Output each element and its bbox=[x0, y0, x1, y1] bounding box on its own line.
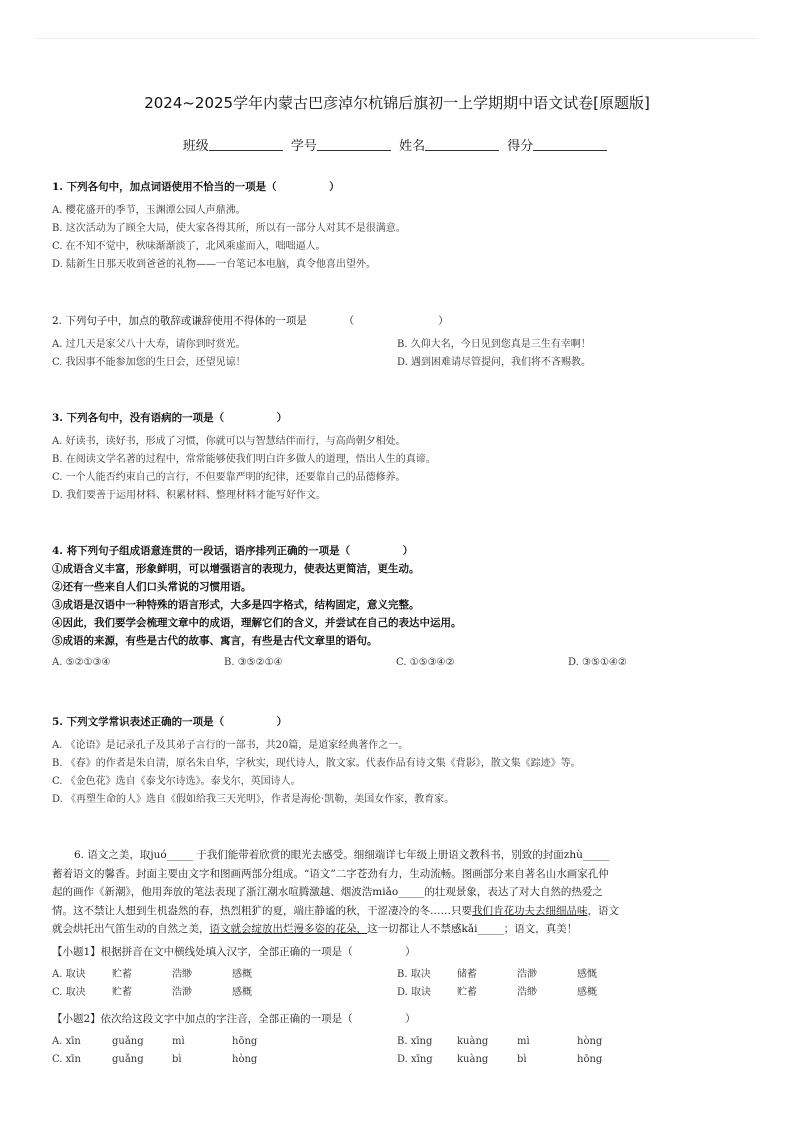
question-2-stem: 2. 下列句子中，加点的敬辞或谦辞使用不得体的一项是 （ ） bbox=[52, 315, 449, 327]
question-2-option-d: D. 遇到困难请尽管提问，我们将不吝赐教。 bbox=[397, 357, 592, 368]
question-3-option-a: A. 好读书，读好书，形成了习惯，你就可以与智慧结伴而行，与高尚朝夕相处。 bbox=[52, 436, 406, 447]
question-1-option-b: B. 这次活动为了顾全大局，使大家各得其所，所以有一部分人对其不是很满意。 bbox=[52, 223, 406, 234]
sub-question-2-stem: 【小题2】依次给这段文字中加点的字注音，全部正确的一项是（ ） bbox=[52, 1012, 416, 1025]
underlined-phrase-2: 语文就会绽放出烂漫多姿的花朵， bbox=[209, 923, 367, 935]
sub-question-2-row-2: C. xīn guǎng bì hòng D. xīng kuàng bì hōng bbox=[52, 1053, 603, 1065]
question-4-choice-a: A. ⑤②①③④ bbox=[52, 657, 111, 668]
score-blank[interactable] bbox=[533, 139, 607, 151]
question-3-stem: 3. 下列各句中，没有语病的一项是（ ） bbox=[52, 412, 288, 424]
question-2 bbox=[52, 312, 742, 372]
question-2-option-b: B. 久仰大名，今日见到您真是三生有幸啊！ bbox=[397, 339, 591, 350]
question-6 bbox=[52, 846, 744, 1069]
question-6-line-2: 蓄着语文的馨香。封面主要由文字和图画两部分组成。“语文”二字苍劲有力，生动流畅。图画部分来自著名山水画家孔仲 bbox=[52, 867, 609, 880]
question-4-sentence-3: ③成语是汉语中一种特殊的语言形式，大多是四字格式，结构固定，意义完整。 bbox=[52, 599, 420, 611]
sub-question-2-row-1: A. xīn guǎng mì hōng B. xīng kuàng mì hòng bbox=[52, 1035, 603, 1047]
question-4 bbox=[52, 542, 742, 672]
question-6-line-4: 情。这不禁让人想到生机盎然的春，热烈粗犷的夏，端庄静谧的秋，干涩凄冷的冬……只要我们肯花功夫去细细品味，语文 bbox=[52, 904, 619, 917]
class-blank[interactable] bbox=[209, 139, 283, 151]
question-5-option-b: B. 《春》的作者是朱自清，原名朱自华，字秋实，现代诗人，散文家。代表作品有诗文集《背影》，散文集《踪迹》等。 bbox=[52, 758, 581, 769]
sub-question-1-row-2: C. 取决 贮蓄 浩渺 感概 D. 取诀 贮蓄 浩缈 感概 bbox=[52, 986, 597, 998]
question-4-sentence-5: ⑤成语的来源，有些是古代的故事、寓言，有些是古代文章里的语句。 bbox=[52, 635, 378, 647]
question-5-option-c: C. 《金色花》选自《泰戈尔诗选》。泰戈尔，英国诗人。 bbox=[52, 776, 301, 787]
underlined-phrase-1: 我们肯花功夫去细细品味 bbox=[472, 904, 588, 917]
question-4-sentence-1: ①成语含义丰富，形象鲜明，可以增强语言的表现力，使表达更简洁，更生动。 bbox=[52, 563, 420, 575]
question-3-option-c: C. 一个人能否约束自己的言行，不但要靠严明的纪律，还要靠自己的品德修养。 bbox=[52, 472, 406, 483]
sub-question-1-stem: 【小题1】根据拼音在文中横线处填入汉字，全部正确的一项是（ ） bbox=[52, 945, 416, 958]
question-5-option-d: D. 《再塑生命的人》选自《假如给我三天光明》，作者是海伦·凯勒，美国女作家，教育家。 bbox=[52, 794, 455, 805]
question-4-stem: 4. 将下列句子组成语意连贯的一段话，语序排列正确的一项是（ ） bbox=[52, 545, 414, 557]
question-1-option-c: C. 在不知不觉中，秋味渐渐淡了，北风乘虚而入，咄咄逼人。 bbox=[52, 241, 326, 252]
page-title: 2024~2025学年内蒙古巴彦淖尔杭锦后旗初一上学期期中语文试卷[原题版] bbox=[144, 94, 650, 112]
question-4-sentence-2: ②还有一些来自人们口头常说的习惯用语。 bbox=[52, 581, 252, 593]
question-1-option-a: A. 樱花盛开的季节，玉渊潭公园人声鼎沸。 bbox=[52, 205, 246, 216]
question-4-choice-d: D. ③⑤①④② bbox=[568, 657, 627, 668]
number-blank[interactable] bbox=[317, 139, 391, 151]
question-1 bbox=[52, 178, 742, 274]
number-label: 学号 bbox=[290, 139, 317, 154]
question-2-option-c: C. 我因事不能参加您的生日会，还望见谅！ bbox=[52, 357, 246, 368]
question-1-stem: 1. 下列各句中，加点词语使用不恰当的一项是（ ） bbox=[52, 181, 340, 193]
question-6-line-3: 起的画作《新潮》，他用奔放的笔法表现了浙江潮水喧腾激越、烟波浩miǎo_____的壮观景象，表达了对大自然的热爱之 bbox=[52, 886, 603, 898]
question-4-choice-b: B. ③⑤②①④ bbox=[224, 657, 283, 668]
student-info-line bbox=[0, 135, 794, 154]
question-3-option-b: B. 在阅读文学名著的过程中，常常能够使我们明白许多做人的道理，悟出人生的真谛。 bbox=[52, 454, 436, 465]
question-6-line-5: 就会烘托出气笛生动的自然之美，语文就会绽放出烂漫多姿的花朵，这一切都让人不禁感kǎi_____；语文，真美！ bbox=[52, 923, 578, 935]
question-5-stem: 5. 下列文学常识表述正确的一项是（ ） bbox=[52, 716, 288, 728]
question-4-choice-c: C. ①⑤③④② bbox=[396, 657, 455, 668]
question-5 bbox=[52, 713, 742, 809]
question-4-sentence-4: ④因此，我们要学会梳理文章中的成语，理解它们的含义，并尝试在自己的表达中运用。 bbox=[52, 617, 462, 629]
page-top-rule bbox=[36, 38, 758, 39]
sub-question-1-row-1: A. 取诀 贮蓄 浩缈 感概 B. 取决 储蓄 浩渺 感慨 bbox=[52, 968, 597, 980]
name-label: 姓名 bbox=[399, 139, 426, 154]
name-blank[interactable] bbox=[425, 139, 499, 151]
question-2-option-a: A. 过几天是家父八十大寿，请你到时赏光。 bbox=[52, 339, 246, 350]
question-1-option-d: D. 陆新生日那天收到爸爸的礼物——一台笔记本电脑，真令他喜出望外。 bbox=[52, 259, 377, 270]
question-3-option-d: D. 我们要善于运用材料、积累材料、整理材料才能写好作文。 bbox=[52, 490, 327, 501]
question-3 bbox=[52, 409, 742, 505]
question-6-line-1: 6. 语文之美，取juó_____ 于我们能带着欣赏的眼光去感受。细细端详七年级上册语文教科书，别致的封面zhù_____ bbox=[74, 849, 610, 861]
question-5-option-a: A. 《论语》是记录孔子及其弟子言行的一部书，共20篇，是道家经典著作之一。 bbox=[52, 740, 409, 751]
class-label: 班级 bbox=[182, 139, 209, 154]
score-label: 得分 bbox=[507, 139, 534, 154]
